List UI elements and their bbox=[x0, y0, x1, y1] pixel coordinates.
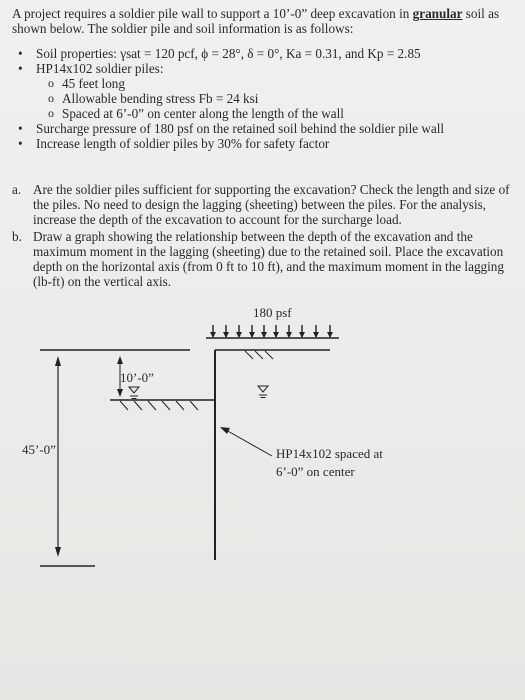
surcharge-arrows bbox=[210, 325, 333, 338]
question-a-number: a. bbox=[12, 182, 22, 197]
pile-callout-line-1: HP14x102 spaced at bbox=[276, 446, 383, 461]
intro-text-end: soil as shown below. The soldier pile and soil information is as follows: bbox=[12, 6, 500, 36]
excavation-depth-label: 10’-0” bbox=[120, 370, 154, 385]
sub-item-stress: o Allowable bending stress Fb = 24 ksi bbox=[36, 91, 444, 106]
ground-hatching bbox=[245, 351, 273, 359]
question-a-text: Are the soldier piles sufficient for supporting the excavation? Check the length and size of the piles. No need to design the lagging (sheeting) between the piles. For the analysis, increase the depth of the excavation to account for the surcharge load. bbox=[33, 182, 510, 227]
surcharge-label: 180 psf bbox=[253, 305, 292, 320]
intro-emphasis: granular bbox=[412, 6, 463, 21]
question-b-text: Draw a graph showing the relationship between the depth of the excavation and the maximum moment in the lagging (sheeting) due to the retained soil. Place the excavation depth on the horizontal axis (from 0 ft to 10 ft), and the maximum moment in the lagging (lb-ft) on the vertical axis. bbox=[33, 229, 504, 289]
intro-text: A project requires a soldier pile wall to support a 10’-0” deep excavation in bbox=[12, 6, 413, 21]
sub-item-spacing: o Spaced at 6’-0” on center along the length of the wall bbox=[36, 106, 444, 121]
pile-callout-line-2: 6’-0” on center bbox=[276, 464, 355, 479]
sub-item-length: o 45 feet long bbox=[36, 76, 444, 91]
list-item-surcharge: • Surcharge pressure of 180 psf on the retained soil behind the soldier pile wall bbox=[14, 121, 444, 136]
pile-callout-leader bbox=[220, 427, 272, 456]
pile-length-dimension bbox=[40, 356, 95, 566]
water-table-right bbox=[258, 386, 268, 398]
question-b-number: b. bbox=[12, 229, 22, 244]
list-item-soil: • Soil properties: γsat = 120 pcf, ϕ = 28°, δ = 0°, Ka = 0.31, and Kp = 2.85 bbox=[14, 46, 444, 61]
excavation-hatching bbox=[120, 401, 198, 410]
water-table-left bbox=[129, 387, 139, 399]
list-item-safety: • Increase length of soldier piles by 30% for safety factor bbox=[14, 136, 444, 151]
pile-heading: HP14x102 soldier piles: bbox=[36, 61, 164, 76]
pile-length-label: 45’-0” bbox=[22, 442, 56, 457]
